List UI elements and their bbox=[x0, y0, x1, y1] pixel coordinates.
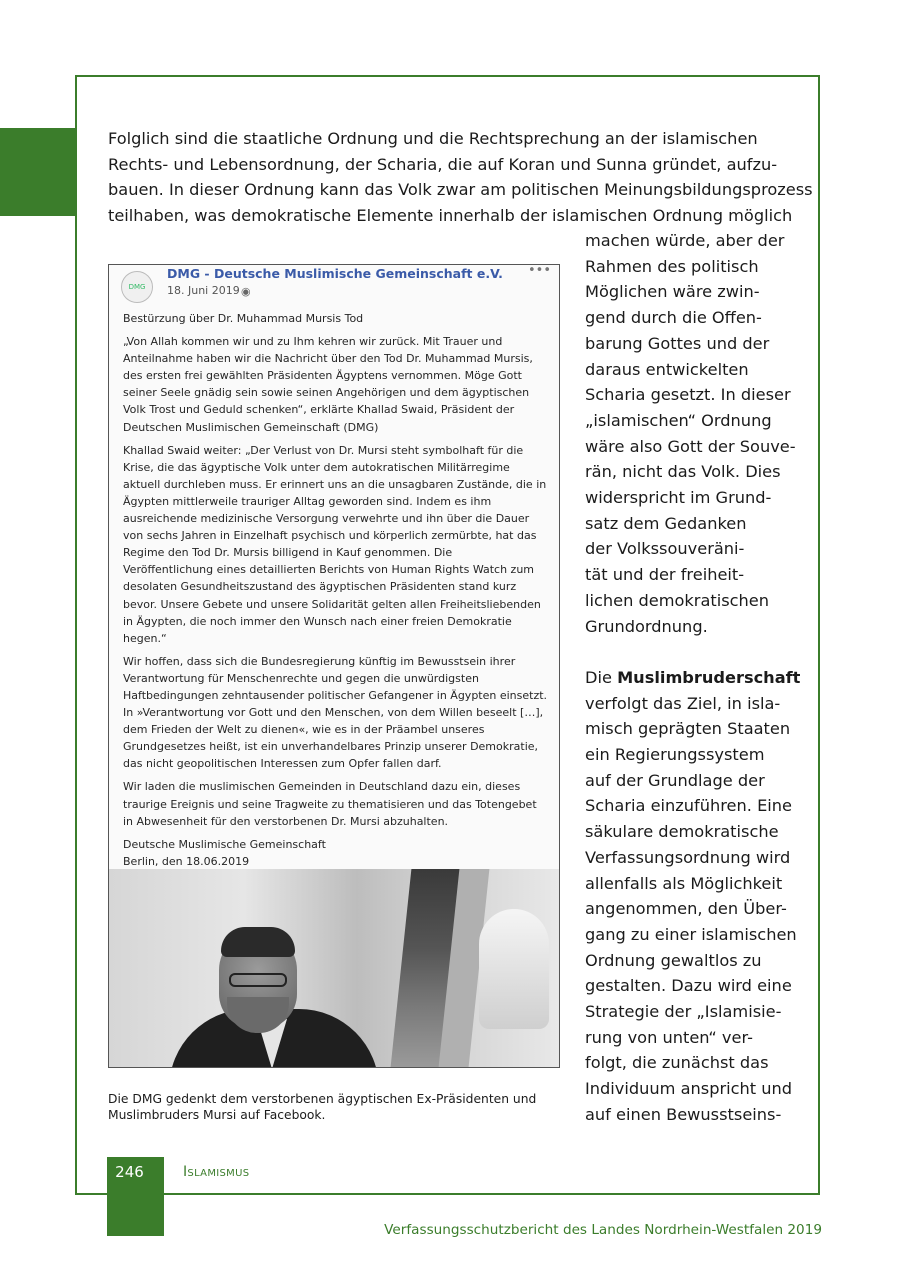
post-line: hegen.“ bbox=[123, 631, 167, 645]
post-line: Wir hoffen, dass sich die Bundesregierung künftig im Bewusstsein ihrer bbox=[123, 654, 516, 668]
intro-paragraph bbox=[108, 126, 813, 229]
column-line: auf der Grundlage der bbox=[585, 770, 765, 790]
person-hair bbox=[221, 927, 295, 957]
post-line: seiner Seele gnädig sein sowie seinen Angehörigen und dem ägyptischen bbox=[123, 386, 530, 400]
post-line: des ersten frei gewählten Präsidenten Ägyptens vernommen. Möge Gott bbox=[123, 369, 522, 383]
column-line: auf einen Bewusstseins- bbox=[585, 1104, 782, 1124]
column-line: gend durch die Offen- bbox=[585, 308, 762, 328]
figure-caption bbox=[108, 1091, 548, 1124]
post-line: in Abwesenheit für den verstorbenen Dr. Mursi abzuhalten. bbox=[123, 814, 449, 828]
post-line: Berlin, den 18.06.2019 bbox=[123, 854, 250, 868]
right-column-text bbox=[585, 228, 815, 1128]
column-line: allenfalls als Möglichkeit bbox=[585, 873, 783, 893]
column-line: Ordnung gewaltlos zu bbox=[585, 950, 762, 970]
facebook-post-screenshot bbox=[108, 264, 560, 1068]
chapter-tab bbox=[0, 128, 77, 216]
intro-line: teilhaben, was demokratische Elemente innerhalb der islamischen Ordnung möglich bbox=[108, 206, 793, 226]
muslimbruderschaft-term: Muslimbruderschaft bbox=[617, 667, 801, 687]
post-paragraph bbox=[123, 778, 553, 829]
page-number: 246 bbox=[115, 1163, 144, 1181]
post-line: das nicht geopolitischen Interessen zum Opfer fallen darf. bbox=[123, 757, 442, 771]
intro-line: bauen. In dieser Ordnung kann das Volk zwar am politischen Meinungsbildungsprozess bbox=[108, 180, 813, 200]
column-line: ein Regierungssystem bbox=[585, 745, 765, 765]
column-line: Strategie der „Islamisie- bbox=[585, 1002, 782, 1022]
column-line: Grundordnung. bbox=[585, 616, 708, 636]
column-line: gang zu einer islamischen bbox=[585, 924, 797, 944]
column-line: daraus entwickelten bbox=[585, 359, 749, 379]
column-line: satz dem Gedanken bbox=[585, 513, 747, 533]
post-paragraph bbox=[123, 442, 553, 647]
post-line: aktuell durchleben muss. Er erinnert uns an die unsagbaren Zustände, die in bbox=[123, 477, 547, 491]
column-line: gestalten. Dazu wird eine bbox=[585, 976, 792, 996]
column-line: Scharia einzuführen. Eine bbox=[585, 796, 793, 816]
post-line: desolaten Gesundheitszustand des ägyptischen Präsidenten stand kurz bbox=[123, 580, 517, 594]
post-line: Anteilnahme haben wir die Nachricht über den Tod Dr. Muhammad Mursis, bbox=[123, 352, 533, 366]
post-line: Wir laden die muslimischen Gemeinden in Deutschland dazu ein, dieses bbox=[123, 780, 521, 794]
column-line: rän, nicht das Volk. Dies bbox=[585, 462, 781, 482]
post-paragraph bbox=[123, 836, 553, 870]
caption-line: Die DMG gedenkt dem verstorbenen ägyptischen Ex-Präsidenten und bbox=[108, 1092, 537, 1106]
post-line: Krise, die das ägyptische Volk unter dem autokratischen Militärregime bbox=[123, 460, 510, 474]
column-line: misch geprägten Staaten bbox=[585, 719, 791, 739]
post-line: ausreichende medizinische Versorgung verwehrte und ihn über die Dauer bbox=[123, 512, 530, 526]
column-line: Verfassungsordnung wird bbox=[585, 847, 791, 867]
column-line: Rahmen des politisch bbox=[585, 256, 759, 276]
globe-icon: ◉ bbox=[241, 285, 251, 298]
column-line: widerspricht im Grund- bbox=[585, 488, 772, 508]
column-line: tät und der freiheit- bbox=[585, 565, 745, 585]
column-line: barung Gottes und der bbox=[585, 333, 770, 353]
person-glasses bbox=[229, 973, 287, 987]
post-line: Haftbedingungen zehntausender politischer Gefangener in Ägypten einsetzt. bbox=[123, 688, 548, 702]
post-line: Verantwortung für Menschenrechte und gegen die unwürdigsten bbox=[123, 671, 479, 685]
caption-line: Muslimbruders Mursi auf Facebook. bbox=[108, 1108, 326, 1123]
column-line: Scharia gesetzt. In dieser bbox=[585, 385, 791, 405]
post-line: In »Verantwortung vor Gott und den Menschen, von dem Willen beseelt […], bbox=[123, 706, 544, 720]
column-line: wäre also Gott der Souve- bbox=[585, 436, 796, 456]
more-options-icon: ••• bbox=[527, 264, 551, 278]
post-line: dem Frieden der Welt zu dienen«, wie es in der Präambel unseres bbox=[123, 723, 485, 737]
section-title: Islamismus bbox=[183, 1164, 250, 1180]
post-line: traurige Ereignis und seine Tragweite zu thematisieren und das Totengebet bbox=[123, 797, 537, 811]
column-line: machen würde, aber der bbox=[585, 231, 785, 250]
post-date: 18. Juni 2019 bbox=[167, 284, 240, 297]
intro-line: Folglich sind die staatliche Ordnung und die Rechtsprechung an der islamischen bbox=[108, 129, 758, 148]
column-line: Individuum anspricht und bbox=[585, 1079, 793, 1099]
post-line: „Von Allah kommen wir und zu Ihm kehren wir zurück. Mit Trauer und bbox=[123, 335, 503, 349]
post-title: Bestürzung über Dr. Muhammad Mursis Tod bbox=[123, 312, 364, 325]
column-line: „islamischen“ Ordnung bbox=[585, 410, 772, 430]
post-photo bbox=[109, 869, 559, 1067]
column-line: lichen demokratischen bbox=[585, 590, 770, 610]
column-line: säkulare demokratische bbox=[585, 822, 779, 842]
column-line: Möglichen wäre zwin- bbox=[585, 282, 760, 302]
post-line: Ägypten mittlerweile trauriger Alltag geworden sind. Indem es ihm bbox=[123, 494, 492, 508]
post-line: Khallad Swaid weiter: „Der Verlust von Dr. Mursi steht symbolhaft für die bbox=[123, 443, 524, 457]
post-line: Veröffentlichung eines detaillierten Berichts von Human Rights Watch zum bbox=[123, 563, 535, 577]
post-line: Deutschen Muslimischen Gemeinschaft (DMG) bbox=[123, 420, 379, 434]
post-header bbox=[109, 265, 559, 305]
post-line: Regime den Tod Dr. Mursis billigend in Kauf genommen. Die bbox=[123, 546, 453, 560]
post-line: Deutsche Muslimische Gemeinschaft bbox=[123, 837, 326, 851]
post-line: von sechs Jahren in Einzelhaft psychisch und körperlich zermürbte, hat das bbox=[123, 529, 537, 543]
post-paragraph bbox=[123, 653, 553, 773]
post-line: Grundgesetzes heißt, ist ein unverhandelbares Prinzip unserer Demokratie, bbox=[123, 740, 539, 754]
column-line: der Volkssouveräni- bbox=[585, 539, 745, 559]
post-line: Volk Trost und Geduld schenken“, erklärte Khallad Swaid, Präsident der bbox=[123, 403, 515, 417]
post-body bbox=[123, 310, 553, 876]
muslimbruderschaft-line: Die Muslimbruderschaft bbox=[585, 667, 801, 687]
post-paragraph bbox=[123, 333, 553, 436]
footer-publication-title: Verfassungsschutzbericht des Landes Nordrhein-Westfalen 2019 bbox=[384, 1222, 822, 1238]
lamp-shape bbox=[479, 909, 549, 1029]
dmg-logo: DMG bbox=[121, 271, 153, 303]
post-line: in Ägypten, die noch immer den Wunsch nach einer freien Demokratie bbox=[123, 614, 512, 628]
column-line: verfolgt das Ziel, in isla- bbox=[585, 693, 781, 713]
column-line: folgt, die zunächst das bbox=[585, 1053, 769, 1073]
post-page-name: DMG - Deutsche Muslimische Gemeinschaft e.V. bbox=[167, 266, 503, 281]
intro-line: Rechts- und Lebensordnung, der Scharia, die auf Koran und Sunna gründet, aufzu- bbox=[108, 154, 778, 174]
column-line: rung von unten“ ver- bbox=[585, 1027, 753, 1047]
column-line: angenommen, den Über- bbox=[585, 899, 787, 919]
post-line: bevor. Unsere Gebete und unsere Solidarität gelten allen Freiheitsliebenden bbox=[123, 597, 541, 611]
